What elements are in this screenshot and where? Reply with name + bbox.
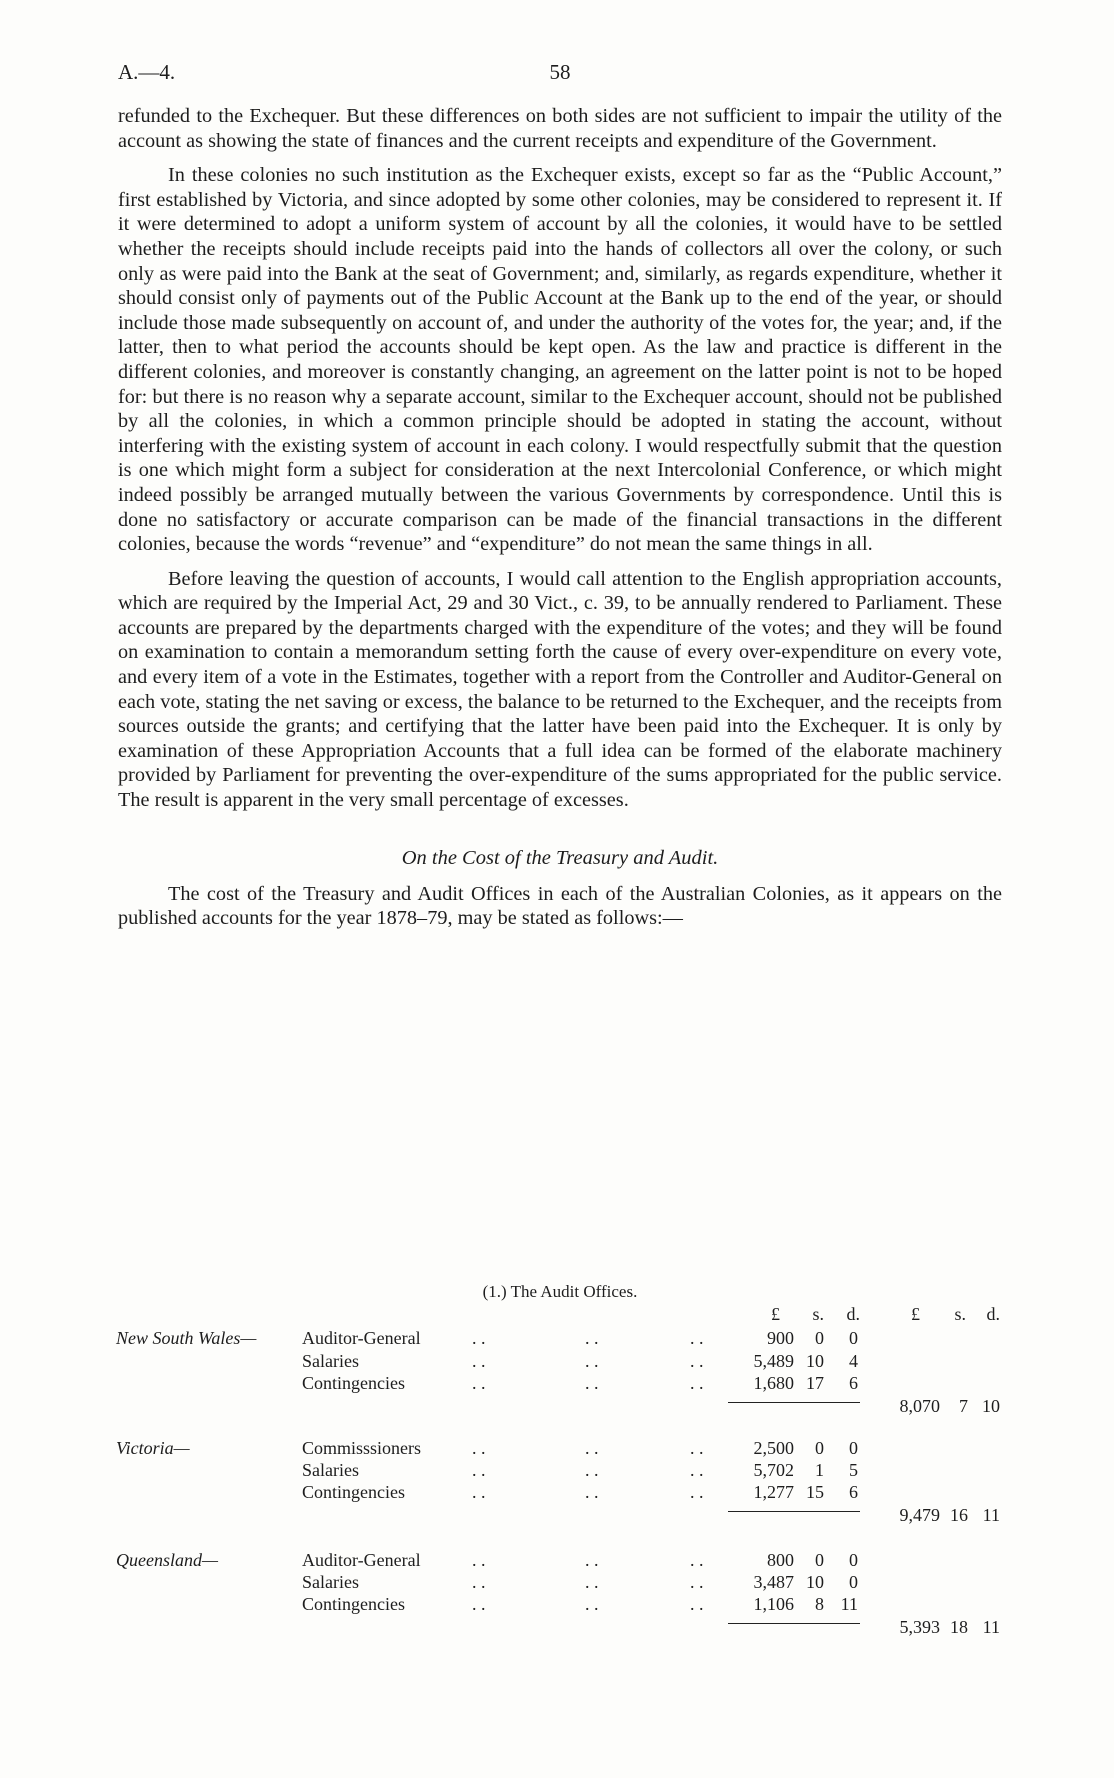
amount-shillings: 10 xyxy=(806,1572,824,1592)
total-shillings: 7 xyxy=(959,1396,968,1416)
amount-pence: 0 xyxy=(849,1572,858,1592)
amount-pounds: 1,277 xyxy=(753,1482,794,1502)
colony-name: Queensland— xyxy=(116,1550,218,1570)
col-header-shillings-2: s. xyxy=(954,1304,966,1324)
amount-pence: 6 xyxy=(849,1373,858,1393)
total-shillings: 16 xyxy=(950,1505,968,1525)
paragraph-3: Before leaving the question of accounts, I would call attention to the English appropriation accounts, which are required by the Imperial Act, 29 and 30 Vict., c. 39, to be annually rendered to Parliament. These accounts are prepared by the departments charged with the expenditure of the votes; and they will be found on examination to contain a memorandum setting forth the cause of every over-expenditure on every vote, and every item of a vote in the Estimates, together with a report from the Controller and Auditor-General on each vote, stating the net saving or excess, the balance to be returned to the Exchequer, and the receipts from sources outside the grants; and certifying that the latter have been paid into the Exchequer. It is only by examination of these Appropriation Accounts that a full idea can be formed of the elaborate machinery provided by Parliament for preventing the over-expenditure of the sums appropriated for the public service. The result is apparent in the very small percentage of excesses. xyxy=(118,567,1002,812)
item-label: Contingencies xyxy=(302,1594,405,1614)
amount-pence: 0 xyxy=(849,1550,858,1570)
paragraph-1: refunded to the Exchequer. But these differences on both sides are not sufficient to impair the utility of the account as showing the state of finances and the current receipts and expenditure of the Government. xyxy=(118,105,1002,152)
amount-pounds: 1,680 xyxy=(753,1373,794,1393)
total-pence: 11 xyxy=(982,1505,1000,1525)
item-label: Auditor-General xyxy=(302,1328,421,1348)
subtotal-rule xyxy=(728,1511,860,1512)
amount-shillings: 8 xyxy=(815,1594,824,1614)
total-shillings: 18 xyxy=(950,1617,968,1637)
item-label: Salaries xyxy=(302,1351,359,1371)
item-label: Auditor-General xyxy=(302,1550,421,1570)
col-header-pounds-1: £ xyxy=(771,1304,780,1324)
amount-shillings: 0 xyxy=(815,1438,824,1458)
amount-pounds: 900 xyxy=(767,1328,794,1348)
total-pounds: 5,393 xyxy=(899,1617,940,1637)
document-reference: A.—4. xyxy=(118,60,176,84)
colony-name: New South Wales— xyxy=(116,1328,257,1348)
amount-pence: 6 xyxy=(849,1482,858,1502)
page: A.—4. 58 refunded to the Exchequer. But these differences on both sides are not sufficient to impair the utility of the account as showing the state of finances and the current receipts and expenditure of the Government. In these colonies no such institution as the Exchequer exists, except so far as the “Public Account,” first established by Victoria, and since adopted by some other colonies, may be considered to represent it. If it were determined to adopt a uniform system of account by all the colonies, it would have to be settled whether the receipts should include receipts paid into the hands of collectors all over the colony, or such only as were paid into the Bank at the seat of Government; and, similarly, as regards expenditure, whether it should consist only of payments out of the Public Account at the Bank up to the end of the year, or should include those made subsequently on account of, and under the authority of the votes for, the year; and, if the latter, then to what period the accounts should be kept open. As the law and practice is different in the different colonies, and moreover is constantly changing, an agreement on the latter point is not to be hoped for: but there is no reason why a separate account, similar to the Exchequer account, should not be published by all the colonies, in which a common principle should be adopted in stating the account, without interfering with the existing system of account in each colony. I would respectfully submit that the question is one which might form a subject for consideration at the next Intercolonial Conference, or which might indeed possibly be arranged mutually between the various Governments by correspondence. Until this is done no satisfactory or accurate comparison can be made of the financial transactions in the different colonies, because the words “revenue” and “expenditure” do not mean the same things in all. Before leaving the question of accounts, I would call attention to the English appropriation accounts, which are required by the Imperial Act, 29 and 30 Vict., c. 39, to be annually rendered to Parliament. These accounts are prepared by the departments charged with the expenditure of the votes; and they will be found on examination to contain a memorandum setting forth the cause of every over-expenditure on every vote, and every item of a vote in the Estimates, together with a report from the Controller and Auditor-General on each vote, stating the net saving or excess, the balance to be returned to the Exchequer, and the receipts from sources outside the grants; and certifying that the latter have been paid into the Exchequer. It is only by examination of these Appropriation Accounts that a full idea can be formed of the elaborate machinery provided by Parliament for preventing the over-expenditure of the sums appropriated for the public service. The result is apparent in the very small percentage of excesses. On the Cost of the Treasury and Audit. The cost of the Treasury and Audit Offices in each of the Australian Colonies, as it appears on the published accounts for the year 1878–79, may be stated as follows:— (1.) The Audit Offices. £ s. d. £ s. d. New South Wales— Auditor-General Salaries Contingencies Victoria— Commisssioners Salaries Contingencies Queensland— Auditor-General Salaries Contingencies . . . . . . . . . . . . . . . . . . . . . . . . . . . . . . . . . . . . . . . . . . . . . . . . . . . . . . 900 0 0 5,489 10 4 1,680 17 6 8,070 7 10 2,500 0 0 5,702 1 5 1,277 15 6 9,479 16 11 800 0 0 3,487 10 0 1,106 8 11 5,393 18 11 xyxy=(116,60,1002,1637)
subtotal-rule xyxy=(728,1623,860,1624)
col-header-pence-1: d. xyxy=(846,1304,860,1324)
col-header-pence-2: d. xyxy=(986,1304,1000,1324)
subtotal-rule xyxy=(728,1402,860,1403)
amount-pounds: 5,702 xyxy=(753,1460,794,1480)
body-text xyxy=(118,104,1002,941)
total-pounds: 8,070 xyxy=(899,1396,940,1416)
item-label: Contingencies xyxy=(302,1373,405,1393)
amount-shillings: 1 xyxy=(815,1460,824,1480)
table-title xyxy=(118,1282,1002,1302)
section-heading: On the Cost of the Treasury and Audit. xyxy=(401,846,719,869)
page-number: 58 xyxy=(549,60,571,84)
amount-shillings: 10 xyxy=(806,1351,824,1371)
amount-pounds: 3,487 xyxy=(753,1572,794,1592)
amount-shillings: 0 xyxy=(815,1328,824,1348)
item-label: Salaries xyxy=(302,1572,359,1592)
amount-shillings: 17 xyxy=(806,1373,824,1393)
item-label: Contingencies xyxy=(302,1482,405,1502)
col-header-pounds-2: £ xyxy=(911,1304,920,1324)
amount-pence: 0 xyxy=(849,1438,858,1458)
amount-pounds: 800 xyxy=(767,1550,794,1570)
amount-pence: 11 xyxy=(840,1594,858,1614)
amount-pounds: 2,500 xyxy=(753,1438,794,1458)
amount-pounds: 1,106 xyxy=(753,1594,794,1614)
amount-pence: 0 xyxy=(849,1328,858,1348)
amount-pence: 4 xyxy=(849,1351,858,1371)
page-header xyxy=(118,60,1002,90)
item-label: Salaries xyxy=(302,1460,359,1480)
paragraph-2: In these colonies no such institution as the Exchequer exists, except so far as the “Public Account,” first established by Victoria, and since adopted by some other colonies, may be considered to represent it. If it were determined to adopt a uniform system of account by all the colonies, it would have to be settled whether the receipts should include receipts paid into the hands of collectors all over the colony, or such only as were paid into the Bank at the seat of Government; and, similarly, as regards expenditure, whether it should consist only of payments out of the Public Account at the Bank up to the end of the year, or should include those made subsequently on account of, and under the authority of the votes for, the year; and, if the latter, then to what period the accounts should be kept open. As the law and practice is different in the different colonies, and moreover is constantly changing, an agreement on the latter point is not to be hoped for: but there is no reason why a separate account, similar to the Exchequer account, should not be published by all the colonies, in which a common principle should be adopted in stating the account, without interfering with the existing system of account in each colony. I would respectfully submit that the question is one which might form a subject for consideration at the next Intercolonial Conference, or which might indeed possibly be arranged mutually between the various Governments by correspondence. Until this is done no satisfactory or accurate comparison can be made of the financial transactions in the different colonies, because the words “revenue” and “expenditure” do not mean the same things in all. xyxy=(118,164,1002,556)
section-intro: The cost of the Treasury and Audit Offices in each of the Australian Colonies, as it appears on the published accounts for the year 1878–79, may be stated as follows:— xyxy=(118,882,1002,930)
amount-pence: 5 xyxy=(849,1460,858,1480)
amount-shillings: 0 xyxy=(815,1550,824,1570)
total-pence: 11 xyxy=(982,1617,1000,1637)
amount-shillings: 15 xyxy=(806,1482,824,1502)
item-label: Commisssioners xyxy=(302,1438,422,1458)
total-pence: 10 xyxy=(982,1396,1000,1416)
colony-name: Victoria— xyxy=(116,1438,190,1458)
table-title-text: (1.) The Audit Offices. xyxy=(482,1282,638,1301)
amount-pounds: 5,489 xyxy=(753,1351,794,1371)
total-pounds: 9,479 xyxy=(899,1505,940,1525)
col-header-shillings-1: s. xyxy=(812,1304,824,1324)
